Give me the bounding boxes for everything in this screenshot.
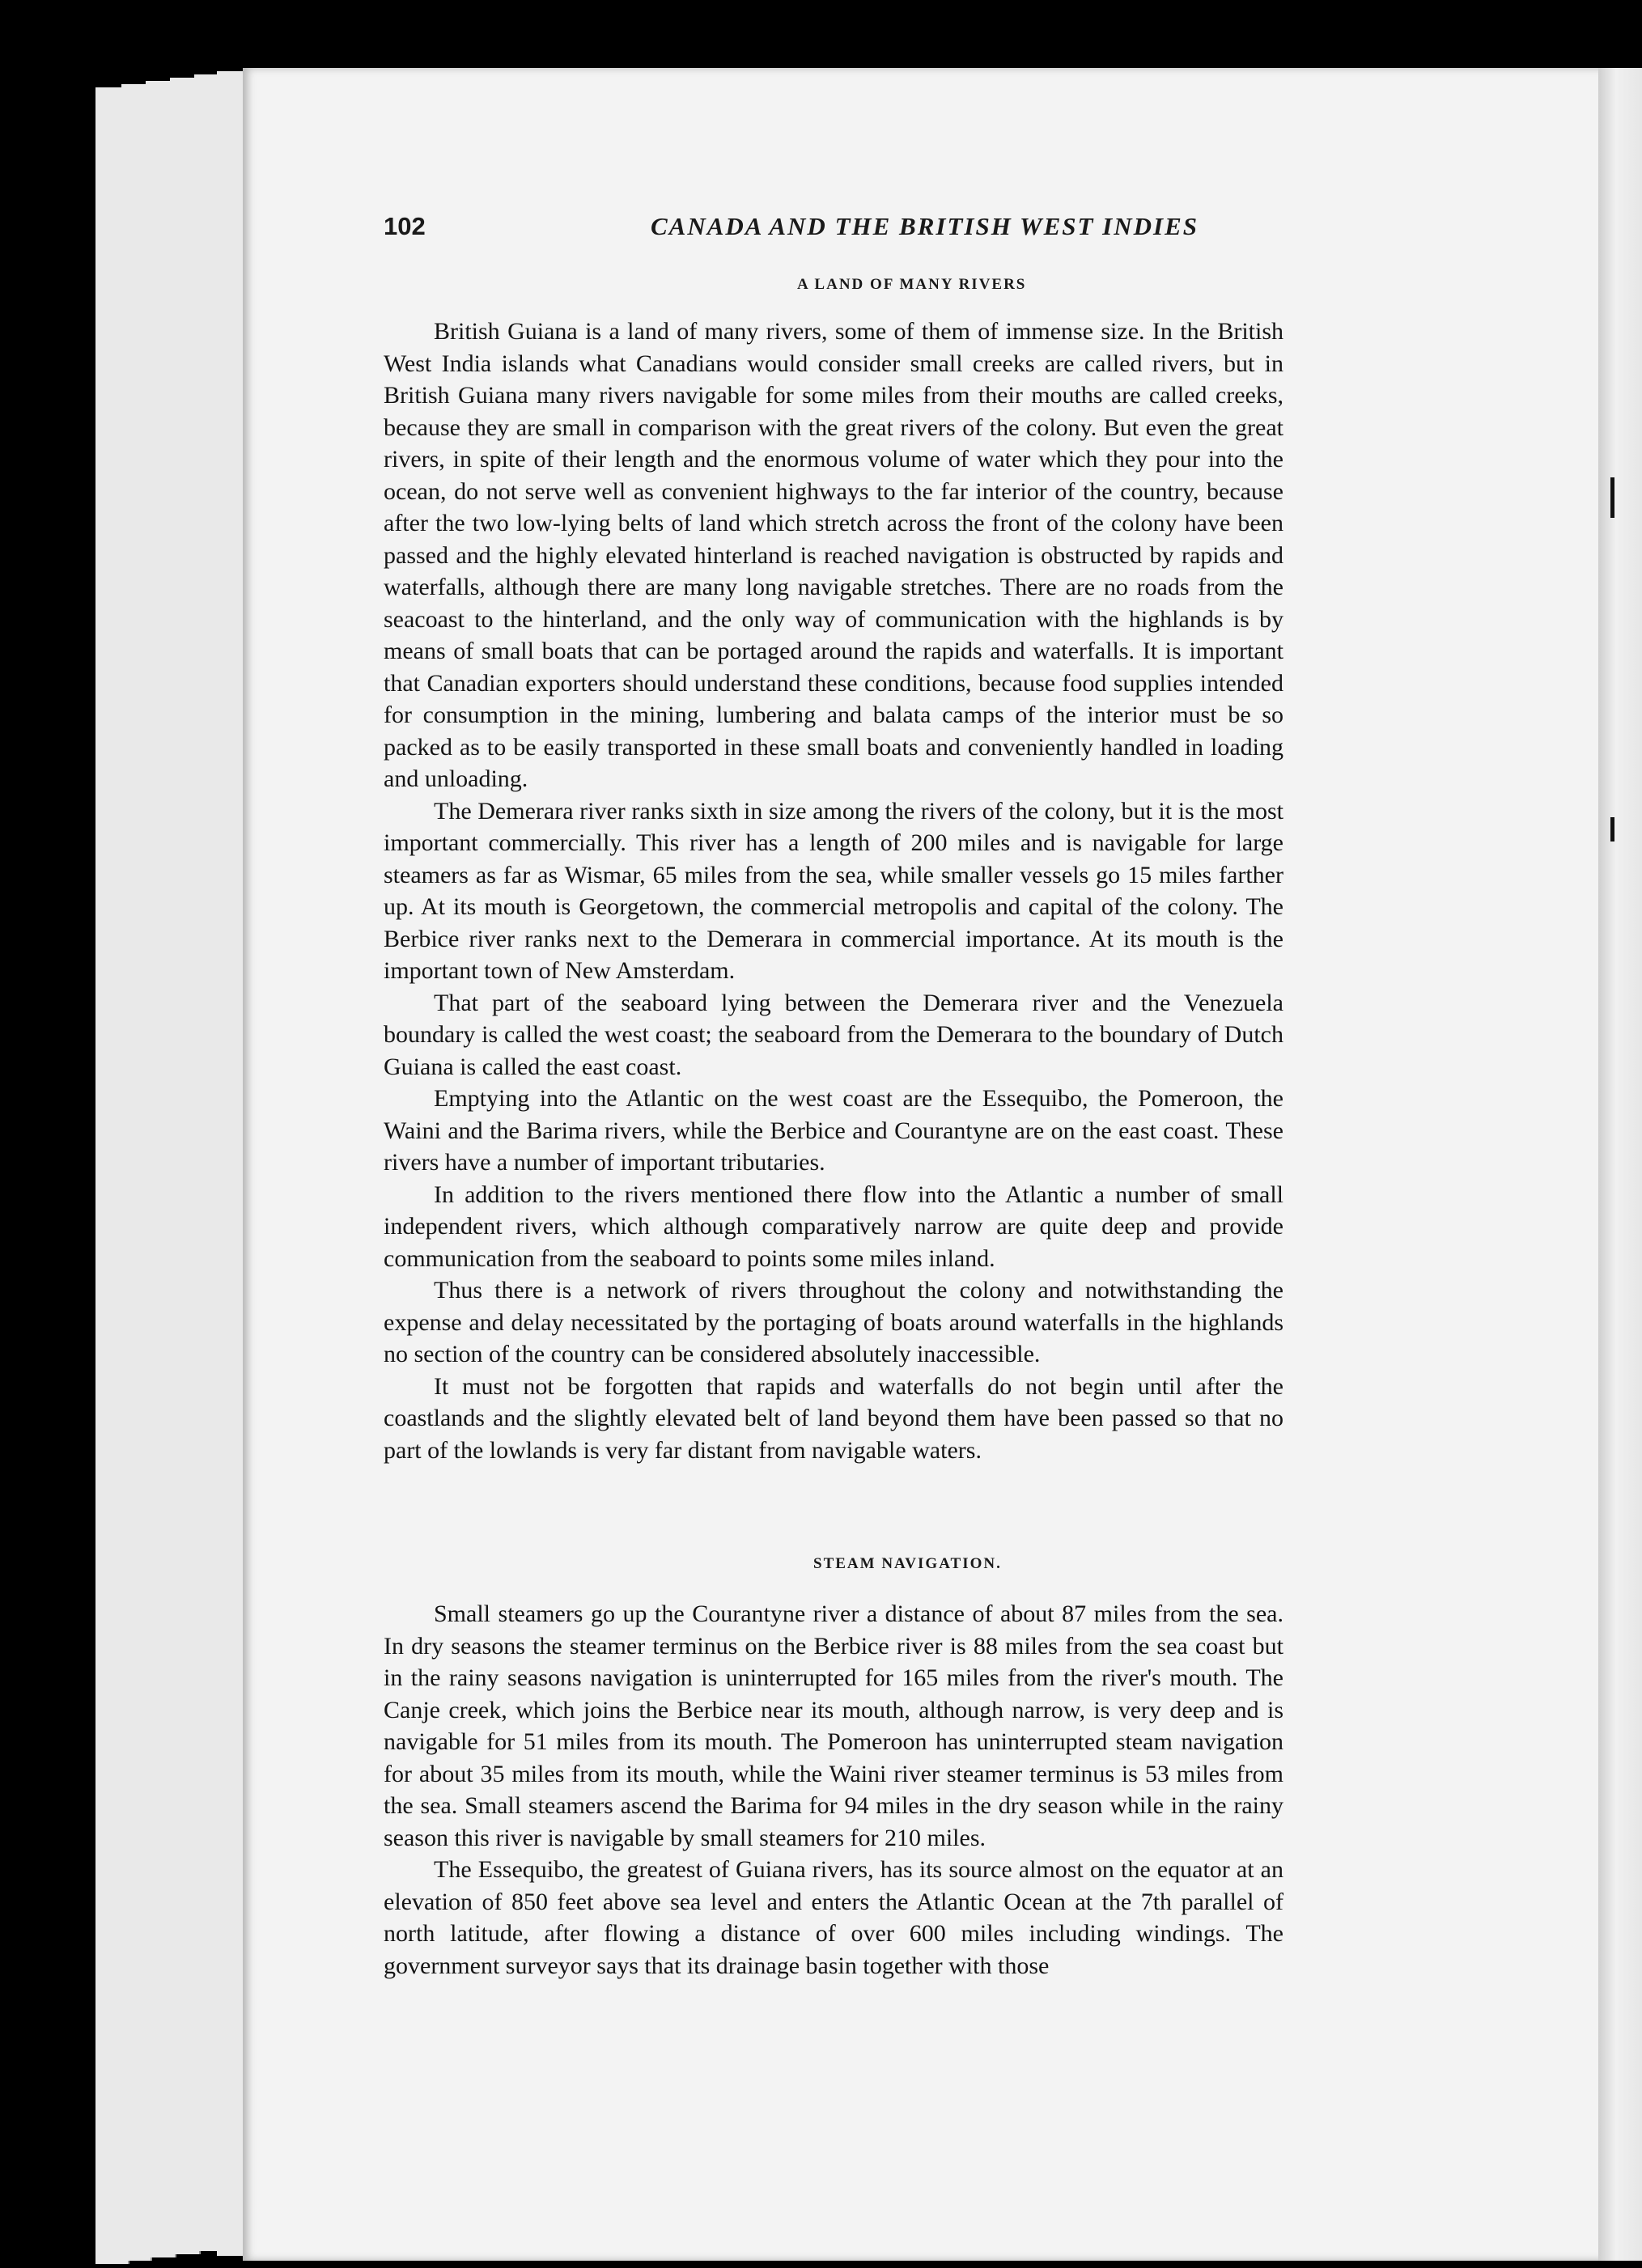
paragraph: Thus there is a network of rivers throughout the colony and notwithstanding the expense and delay necessitated by the portaging of boats around waterfalls in the highlands no section of the country can be considered absolutely inaccessible. [384,1277,1283,1367]
section-heading: A LAND OF MANY RIVERS [797,276,1027,293]
paragraph: The Essequibo, the greatest of Guiana rivers, has its source almost on the equator at an elevation of 850 feet above sea level and enters the Atlantic Ocean at the 7th parallel of north latitude, after flowing a distance of over 600 miles including windings. The government surveyor says that its drainage basin together with those [384,1856,1283,1979]
paragraph: British Guiana is a land of many rivers, some of them of immense size. In the British West India islands what Canadians would consider small creeks are called rivers, but in British Guiana many rivers navigable for some miles from their mouths are called creeks, because they are small in comparison with the great rivers of the colony. But even the great rivers, in spite of their length and the enormous volume of water which they pour into the ocean, do not serve well as convenient highways to the far interior of the country, because after the two low-lying belts of land which stretch across the front of the colony have been passed and the highly elevated hinterland is reached navigation is obstructed by rapids and waterfalls, although there are many long navigable stretches. There are no roads from the seacoast to the hinterland, and the only way of communication with the highlands is by means of small boats that can be portaged around the rapids and waterfalls. It is important that Canadian exporters should understand these conditions, because food supplies intended for consumption in the mining, lumbering and balata camps of the interior must be so packed as to be easily transported in these small boats and conveniently handled in loading and unloading. [384,318,1283,792]
gutter-mark [1610,477,1614,518]
section-body [384,1598,1283,1982]
section-body [384,316,1283,1466]
paragraph: The Demerara river ranks sixth in size among the rivers of the colony, but it is the most important commercially. This river has a length of 200 miles and is navigable for large steamers as far as Wismar, 65 miles from the sea, while smaller vessels go 15 miles farther up. At its mouth is Georgetown, the commercial metropolis and capital of the colony. The Berbice river ranks next to the Demerara in commercial importance. At its mouth is the important town of New Amsterdam. [384,797,1283,984]
paragraph: That part of the seaboard lying between the Demerara river and the Venezuela boundary is called the west coast; the seaboard from the Demerara to the boundary of Dutch Guiana is called the east coast. [384,989,1283,1080]
page-number: 102 [384,212,426,240]
page-gutter-shadow [1598,68,1642,2261]
paragraph: It must not be forgotten that rapids and waterfalls do not begin until after the coastlands and the slightly elevated belt of land beyond them have been passed so that no part of the lowlands is very far distant from navigable waters. [384,1372,1283,1464]
section-heading: STEAM NAVIGATION. [813,1555,1002,1572]
paragraph: In addition to the rivers mentioned there flow into the Atlantic a number of small independent rivers, which although comparatively narrow are quite deep and provide communication from the seaboard to points some miles inland. [384,1181,1283,1272]
gutter-mark [1610,817,1614,841]
page-header [384,212,1282,244]
running-head: CANADA AND THE BRITISH WEST INDIES [651,212,1199,240]
paragraph: Emptying into the Atlantic on the west coast are the Essequibo, the Pomeroon, the Waini and the Barima rivers, while the Berbice and Courantyne are on the east coast. These rivers have a number of important tributaries. [384,1085,1283,1176]
paragraph: Small steamers go up the Courantyne river a distance of about 87 miles from the sea. In dry seasons the steamer terminus on the Berbice river is 88 miles from the sea coast but in the rainy seasons navigation is uninterrupted for 165 miles from the river's mouth. The Canje creek, which joins the Berbice near its mouth, although narrow, is very deep and is navigable for 51 miles from its mouth. The Pomeroon has uninterrupted steam navigation for about 35 miles from its mouth, while the Waini river steamer terminus is 53 miles from the sea. Small steamers ascend the Barima for 94 miles in the dry season while in the rainy season this river is navigable by small steamers for 210 miles. [384,1600,1283,1851]
